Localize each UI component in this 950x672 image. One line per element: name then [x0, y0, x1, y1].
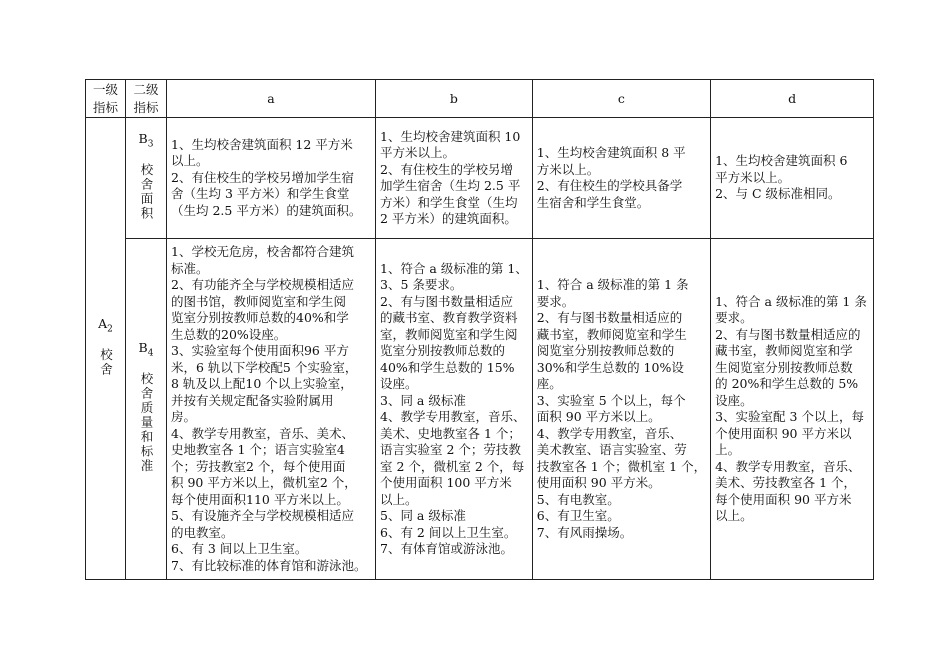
cell-b3-b	[376, 118, 533, 239]
header-level2-line: 二级	[133, 81, 159, 97]
secondary-indicator-b4	[126, 239, 167, 580]
secondary-name: 校舍质量和标准	[139, 372, 154, 474]
cell-line: 座。	[536, 376, 562, 391]
cell-line: 3、实验室配 3 个以上，每	[715, 409, 864, 424]
cell-line: 1、学校无危房，校舍都符合建筑	[171, 244, 354, 259]
cell-line: 上。	[715, 442, 741, 457]
cell-b4-a	[167, 239, 376, 580]
cell-line: 1、符合 a 级标准的第 1、	[380, 260, 528, 276]
header-grade-b: b	[376, 80, 533, 118]
cell-line: 览室分别按教师总数的40%和学	[171, 310, 349, 325]
cell-line: 2、有住校生的学校另增加学生宿	[171, 169, 354, 185]
cell-line: 的藏书室、教育教学资料	[380, 310, 518, 325]
cell-line: 标准。	[171, 260, 209, 276]
cell-line: 每个使用面积110 平方米以上。	[171, 491, 349, 507]
primary-code: $A_2$	[98, 315, 113, 335]
cell-line: 2、有与图书数量相适应的	[536, 310, 683, 325]
header-level2-line: 指标	[133, 99, 159, 115]
cell-line: 米，6 轨以下学校配5 个实验室，	[171, 359, 358, 375]
cell-line: 的电教室。	[171, 524, 234, 540]
cell-line: 览室分别按教师总数的	[380, 343, 506, 358]
cell-line: 4、教学专用教室，音乐、	[380, 409, 526, 424]
cell-b3-d	[711, 118, 874, 239]
cell-line: 美术教室、语言实验室、劳	[536, 442, 687, 457]
cell-line: （生均 2.5 平方米）的建筑面积。	[171, 202, 362, 218]
cell-line: 6、有 3 间以上卫生室。	[171, 541, 308, 556]
cell-line: 7、有风雨操场。	[536, 524, 633, 540]
cell-line: 设座。	[715, 392, 753, 408]
cell-line: 的图书馆，教师阅览室和学生阅	[171, 293, 347, 309]
cell-line: 1、生均校舍建筑面积 6	[715, 153, 848, 169]
cell-line: 2、有与图书数量相适应	[380, 293, 513, 309]
cell-line: 舍（生均 3 平方米）和学生食堂	[171, 186, 350, 202]
cell-line: 要求。	[536, 293, 575, 309]
header-grade-d: d	[711, 80, 874, 118]
cell-line: 5、同 a 级标准	[380, 508, 466, 523]
cell-line: 平方米以上。	[380, 145, 456, 160]
cell-line: 要求。	[715, 310, 753, 325]
cell-line: 美术、史地教室各 1 个；	[380, 425, 521, 441]
cell-line: 2、有与图书数量相适应的	[715, 326, 861, 342]
cell-line: 1、符合 a 级标准的第 1 条	[536, 277, 689, 292]
cell-line: 的 20%和学生总数的 5%	[715, 376, 859, 391]
cell-line: 使用面积 90 平方米。	[536, 475, 661, 490]
cell-line: 房。	[171, 409, 197, 424]
cell-line: 2、有功能齐全与学校规模相适应	[171, 277, 354, 292]
cell-line: 生总数的20%设座。	[171, 326, 287, 342]
cell-line: 平方米以上。	[715, 169, 791, 185]
cell-line: 个使用面积 90 平方米以	[715, 425, 852, 441]
cell-line: 8 轨及以上配10 个以上实验室，	[171, 376, 353, 391]
cell-line: 3、5 条要求。	[380, 277, 463, 292]
cell-line: 积 90 平方米以上，微机室2 个，	[171, 475, 357, 490]
cell-line: 1、生均校舍建筑面积 12 平方米	[171, 136, 353, 152]
row-b3	[86, 118, 874, 239]
row-b4	[86, 239, 874, 580]
cell-line: 1、生均校舍建筑面积 8 平	[536, 145, 686, 160]
cell-b3-c	[532, 118, 710, 239]
standards-table	[85, 79, 874, 580]
cell-line: 4、教学专用教室，音乐、	[715, 458, 861, 474]
cell-line: 2、有住校生的学校另增	[380, 161, 513, 177]
cell-line: 生宿舍和学生食堂。	[536, 194, 650, 210]
cell-line: 个使用面积 100 平方米	[380, 475, 512, 490]
cell-line: 1、符合 a 级标准的第 1 条	[715, 293, 867, 309]
cell-line: 技教室各 1 个；微机室 1 个，	[536, 458, 707, 474]
cell-line: 每个使用面积 90 平方米	[715, 491, 852, 507]
secondary-code: $B_4$	[138, 340, 154, 359]
cell-line: 美术、劳技教室各 1 个，	[715, 475, 856, 490]
cell-line: 6、有卫生室。	[536, 508, 620, 523]
cell-line: 40%和学生总数的 15%	[380, 359, 515, 375]
cell-line: 生阅览室分别按教师总数	[715, 359, 853, 375]
cell-b3-a	[167, 118, 376, 239]
cell-line: 以上。	[380, 491, 418, 507]
cell-line: 3、同 a 级标准	[380, 392, 466, 408]
cell-line: 藏书室，教师阅览室和学	[715, 343, 853, 358]
header-level1-line: 一级	[92, 81, 118, 97]
cell-line: 2、有住校生的学校具备学	[536, 178, 683, 193]
primary-name: 校舍	[98, 347, 114, 377]
secondary-code: $B_3$	[138, 130, 154, 150]
header-grade-a: a	[167, 80, 376, 118]
cell-line: 6、有 2 间以上卫生室。	[380, 524, 517, 540]
header-level1	[86, 80, 126, 118]
cell-line: 7、有体育馆或游泳池。	[380, 541, 513, 556]
header-level2	[126, 80, 167, 118]
cell-line: 3、实验室每个使用面积96 平方	[171, 343, 349, 358]
cell-line: 加学生宿舍（生均 2.5 平	[380, 178, 521, 193]
cell-line: 史地教室各 1 个；语言实验室4	[171, 442, 345, 457]
cell-b4-b	[376, 239, 533, 580]
cell-line: 2、与 C 级标准相同。	[715, 186, 841, 202]
cell-line: 语言实验室 2 个；劳技教	[380, 442, 521, 457]
cell-line: 方米）和学生食堂（生均	[380, 194, 518, 210]
header-grade-c: c	[532, 80, 710, 118]
cell-b4-d	[711, 239, 874, 580]
cell-line: 以上。	[171, 153, 209, 169]
cell-line: 室，教师阅览室和学生阅	[380, 326, 518, 342]
cell-line: 面积 90 平方米以上。	[536, 409, 661, 424]
cell-line: 藏书室，教师阅览室和学生	[536, 326, 687, 342]
cell-line: 5、有设施齐全与学校规模相适应	[171, 508, 354, 523]
cell-line: 4、教学专用教室，音乐、美术、	[171, 425, 354, 441]
cell-line: 4、教学专用教室，音乐、	[536, 425, 683, 441]
cell-line: 2 平方米）的建筑面积。	[380, 211, 517, 226]
cell-line: 个；劳技教室2 个，每个使用面	[171, 458, 346, 474]
secondary-indicator-b3	[126, 118, 167, 239]
cell-line: 设座。	[380, 376, 418, 391]
cell-line: 5、有电教室。	[536, 491, 620, 507]
cell-line: 并按有关规定配备实验附属用	[171, 392, 334, 408]
header-level1-line: 指标	[92, 99, 118, 115]
cell-line: 7、有比较标准的体育馆和游泳池。	[171, 557, 367, 573]
cell-line: 阅览室分别按教师总数的	[536, 343, 675, 358]
secondary-name: 校舍面积	[139, 162, 154, 221]
primary-indicator	[86, 118, 126, 580]
cell-line: 30%和学生总数的 10%设	[536, 359, 684, 375]
cell-line: 方米以上。	[536, 161, 600, 177]
cell-line: 3、实验室 5 个以上，每个	[536, 392, 686, 408]
cell-line: 1、生均校舍建筑面积 10	[380, 128, 521, 144]
cell-b4-c	[532, 239, 710, 580]
cell-line: 以上。	[715, 508, 753, 523]
header-row	[86, 80, 874, 118]
cell-line: 室 2 个，微机室 2 个，每	[380, 458, 525, 474]
